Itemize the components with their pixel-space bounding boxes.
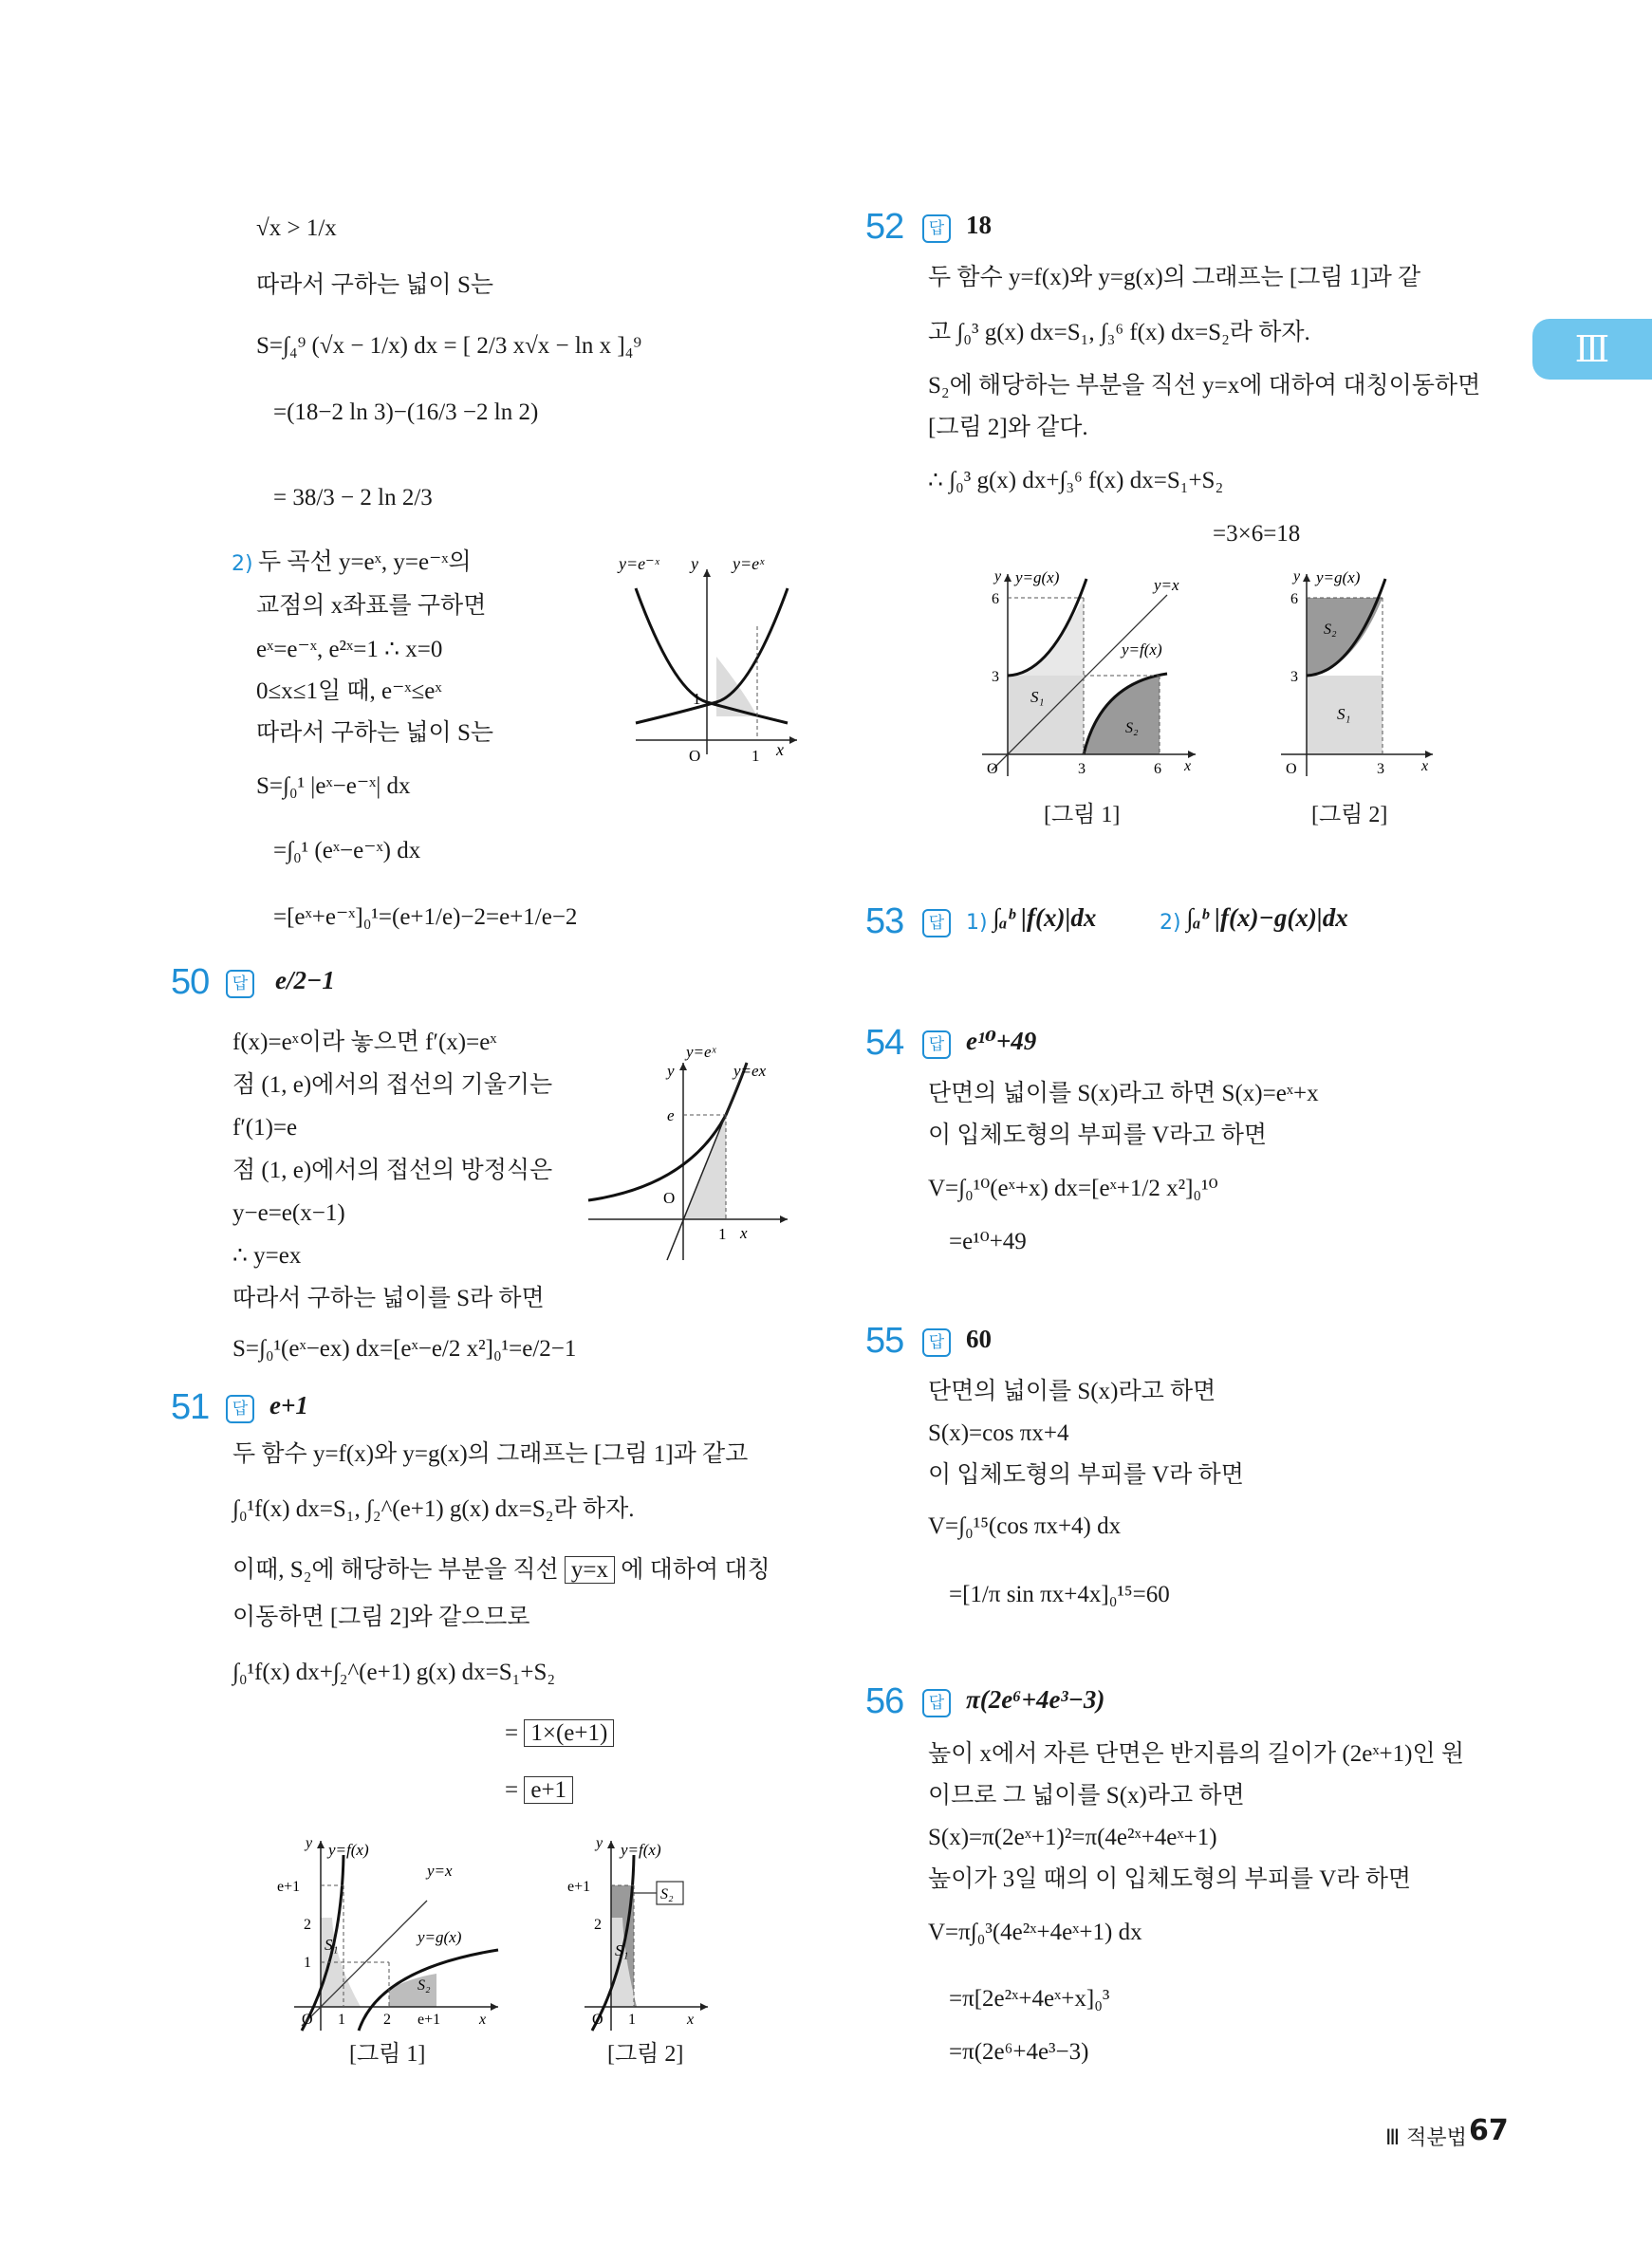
boxed-term: 1×(e+1) bbox=[524, 1719, 614, 1747]
answer-value: 18 bbox=[966, 211, 992, 239]
text-part: 에 대하여 대칭 bbox=[621, 1557, 770, 1583]
text-line: 이 입체도형의 부피를 V라 하면 bbox=[928, 1462, 1244, 1488]
text-line: 이 입체도형의 부피를 V라고 하면 bbox=[928, 1123, 1268, 1148]
label-x-axis: x bbox=[1184, 758, 1192, 774]
answer-badge: 답 bbox=[226, 1395, 254, 1423]
question-number: 54 bbox=[865, 1023, 904, 1063]
equals: = bbox=[505, 1720, 519, 1746]
label-yf: y=f(x) bbox=[621, 1841, 661, 1859]
answer-badge: 답 bbox=[922, 214, 951, 243]
question-number: 52 bbox=[865, 207, 904, 247]
text-line: S₂에 해당하는 부분을 직선 y=x에 대하여 대칭이동하면 bbox=[928, 373, 1481, 399]
question-number: 56 bbox=[865, 1681, 904, 1721]
footer-chapter: Ⅲ 적분법 bbox=[1385, 2126, 1467, 2150]
tangent-graph bbox=[584, 1044, 792, 1262]
text-line: 두 함수 y=f(x)와 y=g(x)의 그래프는 [그림 1]과 같 bbox=[928, 265, 1421, 290]
answer-badge: 답 bbox=[922, 909, 951, 937]
equation-line: S(x)=π(2eˣ+1)²=π(4e²ˣ+4eˣ+1) bbox=[928, 1825, 1217, 1850]
label-yf: y=f(x) bbox=[1122, 640, 1162, 659]
label-s1: S₁ bbox=[325, 1936, 339, 1954]
equation-line: ∴ ∫₀³ g(x) dx+∫₃⁶ f(x) dx=S₁+S₂ bbox=[928, 468, 1224, 493]
part-marker: 1) bbox=[966, 911, 988, 935]
q52-figure-1 bbox=[968, 560, 1215, 788]
label-y-axis: y bbox=[596, 1835, 603, 1851]
equation-line: =π(2e⁶+4e³−3) bbox=[949, 2039, 1089, 2065]
text-line: y−e=e(x−1) bbox=[232, 1200, 345, 1226]
part-marker: 2) bbox=[232, 552, 253, 576]
label-x-three: 3 bbox=[1377, 761, 1384, 777]
label-origin: O bbox=[592, 2012, 603, 2028]
text-line: 교점의 x좌표를 구하면 bbox=[256, 593, 487, 619]
text-line: 0≤x≤1일 때, e⁻ˣ≤eˣ bbox=[256, 678, 442, 704]
exp-curves-graph bbox=[617, 550, 807, 769]
equation-line: V=∫₀¹⁰(eˣ+x) dx=[eˣ+1/2 x²]₀¹⁰ bbox=[928, 1176, 1218, 1201]
chapter-tab: Ⅲ bbox=[1532, 319, 1652, 380]
question-number: 51 bbox=[171, 1387, 210, 1427]
label-three: 3 bbox=[992, 669, 999, 685]
text-line: 점 (1, e)에서의 접선의 기울기는 bbox=[232, 1072, 553, 1098]
text-line: f(x)=eˣ이라 놓으면 f′(x)=eˣ bbox=[232, 1030, 497, 1055]
equation-line: =3×6=18 bbox=[1213, 521, 1301, 547]
label-two: 2 bbox=[594, 1917, 602, 1933]
label-y-axis: y bbox=[1293, 568, 1301, 585]
text-line: 점 (1, e)에서의 접선의 방정식은 bbox=[232, 1158, 553, 1183]
label-s2: S₂ bbox=[1125, 720, 1139, 736]
label-yf: y=f(x) bbox=[328, 1841, 369, 1859]
text-line: 이동하면 [그림 2]와 같으므로 bbox=[232, 1605, 530, 1630]
equation-line: V=π∫₀³(4e²ˣ+4eˣ+1) dx bbox=[928, 1920, 1142, 1945]
equation-line bbox=[505, 1717, 614, 1750]
label-y-axis: y bbox=[994, 568, 1002, 585]
label-six: 6 bbox=[1290, 591, 1298, 607]
answer-value: ∫ₐᵇ |f(x)−g(x)|dx bbox=[1186, 903, 1348, 932]
label-yg: y=g(x) bbox=[1015, 568, 1060, 586]
q51-figure-1 bbox=[275, 1827, 503, 2035]
text-line bbox=[232, 1554, 770, 1587]
text-line: 이므로 그 넓이를 S(x)라고 하면 bbox=[928, 1783, 1245, 1809]
equation-line: =[1/π sin πx+4x]₀¹⁵=60 bbox=[949, 1582, 1170, 1607]
question-number: 55 bbox=[865, 1321, 904, 1361]
label-x-axis: x bbox=[776, 740, 784, 759]
label-e-plus-1: e+1 bbox=[567, 1879, 591, 1895]
label-origin: O bbox=[987, 761, 998, 777]
label-x-axis: x bbox=[1421, 758, 1429, 774]
label-origin: O bbox=[663, 1189, 676, 1207]
text-line: eˣ=e⁻ˣ, e²ˣ=1 ∴ x=0 bbox=[256, 637, 443, 662]
text-line: 두 함수 y=f(x)와 y=g(x)의 그래프는 [그림 1]과 같고 bbox=[232, 1441, 749, 1467]
answer-value: e/2−1 bbox=[275, 966, 335, 994]
answer-value: e+1 bbox=[269, 1391, 308, 1420]
part-marker: 2) bbox=[1160, 911, 1181, 935]
figure-caption: [그림 2] bbox=[1311, 803, 1388, 827]
label-two: 2 bbox=[304, 1917, 311, 1933]
text-line: 단면의 넓이를 S(x)라고 하면 bbox=[928, 1379, 1216, 1404]
text-line: ∴ y=ex bbox=[232, 1243, 302, 1269]
label-x-three: 3 bbox=[1078, 761, 1086, 777]
figure-caption: [그림 1] bbox=[349, 2042, 426, 2067]
answer-badge: 답 bbox=[922, 1689, 951, 1717]
label-x-one: 1 bbox=[628, 2012, 636, 2028]
question-number: 53 bbox=[865, 901, 904, 941]
text-line: 따라서 구하는 넓이 S는 bbox=[256, 272, 494, 298]
label-one: 1 bbox=[304, 1955, 311, 1971]
label-x-two: 2 bbox=[383, 2012, 391, 2028]
label-yx: y=x bbox=[1154, 576, 1179, 594]
label-origin: O bbox=[302, 2012, 313, 2028]
label-six: 6 bbox=[992, 591, 999, 607]
inequality-line: √x > 1/x bbox=[256, 215, 337, 241]
label-three: 3 bbox=[1290, 669, 1298, 685]
label-y-axis: y bbox=[667, 1062, 675, 1080]
q52-figure-2 bbox=[1267, 560, 1438, 788]
label-yg: y=g(x) bbox=[1316, 568, 1361, 586]
text-line: f′(1)=e bbox=[232, 1115, 298, 1141]
label-one: 1 bbox=[693, 690, 701, 708]
equation-line: ∫₀¹f(x) dx=S₁, ∫₂^(e+1) g(x) dx=S₂라 하자. bbox=[232, 1496, 635, 1522]
label-curve: y=eˣ bbox=[686, 1044, 716, 1061]
boxed-term: y=x bbox=[565, 1556, 615, 1584]
figure-caption: [그림 1] bbox=[1044, 803, 1121, 827]
text-part: 이때, S₂에 해당하는 부분을 직선 bbox=[232, 1557, 559, 1583]
text-line: 높이가 3일 때의 이 입체도형의 부피를 V라 하면 bbox=[928, 1866, 1412, 1892]
equation-line bbox=[505, 1774, 573, 1807]
label-x-six: 6 bbox=[1154, 761, 1161, 777]
equation-line: =[eˣ+e⁻ˣ]₀¹=(e+1/e)−2=e+1/e−2 bbox=[273, 904, 578, 930]
label-x-axis: x bbox=[687, 2012, 695, 2028]
equation-line: =e¹⁰+49 bbox=[949, 1229, 1027, 1254]
text-line: 따라서 구하는 넓이를 S라 하면 bbox=[232, 1286, 545, 1311]
equation-line: V=∫₀¹⁵(cos πx+4) dx bbox=[928, 1513, 1122, 1539]
answer-value: π(2e⁶+4e³−3) bbox=[966, 1685, 1105, 1714]
text-line: 따라서 구하는 넓이 S는 bbox=[256, 720, 494, 746]
equation-line: 고 ∫₀³ g(x) dx=S₁, ∫₃⁶ f(x) dx=S₂라 하자. bbox=[928, 320, 1310, 345]
label-y-axis: y bbox=[306, 1835, 313, 1851]
equation-line: =π[2e²ˣ+4eˣ+x]₀³ bbox=[949, 1986, 1110, 2012]
text-line: 높이 x에서 자른 단면은 반지름의 길이가 (2eˣ+1)인 원 bbox=[928, 1741, 1465, 1767]
boxed-term: e+1 bbox=[524, 1776, 573, 1804]
label-s1: S₁ bbox=[1030, 688, 1045, 706]
answer-badge: 답 bbox=[922, 1030, 951, 1059]
figure-caption: [그림 2] bbox=[607, 2042, 684, 2067]
label-x-e1: e+1 bbox=[418, 2012, 441, 2028]
label-y-e-negx: y=e⁻ˣ bbox=[619, 554, 659, 573]
answer-value: e¹⁰+49 bbox=[966, 1027, 1037, 1055]
equation-line: S=∫₀¹ |eˣ−e⁻ˣ| dx bbox=[256, 773, 411, 799]
label-y-axis: y bbox=[691, 554, 698, 573]
answer-value: ∫ₐᵇ |f(x)|dx bbox=[993, 903, 1097, 932]
text-line: [그림 2]와 같다. bbox=[928, 415, 1088, 440]
equation-line: = 38/3 − 2 ln 2/3 bbox=[273, 485, 433, 510]
label-e-plus-1: e+1 bbox=[277, 1879, 301, 1895]
label-x-one: 1 bbox=[752, 747, 760, 765]
label-yg: y=g(x) bbox=[418, 1928, 462, 1946]
label-yx: y=x bbox=[427, 1862, 453, 1880]
equals: = bbox=[505, 1777, 519, 1803]
label-s1: S₁ bbox=[615, 1941, 629, 1959]
equation-line: S=∫₀¹(eˣ−ex) dx=[eˣ−e/2 x²]₀¹=e/2−1 bbox=[232, 1336, 577, 1362]
label-origin: O bbox=[689, 747, 701, 765]
label-s1: S₁ bbox=[1337, 705, 1351, 723]
page-number: 67 bbox=[1469, 2114, 1509, 2147]
equation-line: =(18−2 ln 3)−(16/3 −2 ln 2) bbox=[273, 399, 539, 425]
equation-line: S=∫₄⁹ (√x − 1/x) dx = [ 2/3 x√x − ln x ]₄⁹ bbox=[256, 333, 642, 359]
text-line: 단면의 넓이를 S(x)라고 하면 S(x)=eˣ+x bbox=[928, 1081, 1319, 1106]
label-s2: S₂ bbox=[1324, 622, 1337, 638]
label-tangent: y=ex bbox=[733, 1062, 767, 1080]
equation-line: ∫₀¹f(x) dx+∫₂^(e+1) g(x) dx=S₁+S₂ bbox=[232, 1660, 556, 1685]
label-x-one: 1 bbox=[718, 1225, 727, 1243]
q51-figure-2 bbox=[566, 1827, 717, 2035]
label-s2: S₂ bbox=[660, 1886, 674, 1902]
question-number: 50 bbox=[171, 962, 210, 1002]
equation-line: =∫₀¹ (eˣ−e⁻ˣ) dx bbox=[273, 838, 421, 863]
answer-badge: 답 bbox=[922, 1328, 951, 1357]
label-x-axis: x bbox=[479, 2012, 487, 2028]
label-x-one: 1 bbox=[338, 2012, 345, 2028]
equation-line: S(x)=cos πx+4 bbox=[928, 1420, 1069, 1446]
answer-value: 60 bbox=[966, 1325, 992, 1353]
label-e: e bbox=[667, 1106, 675, 1124]
label-origin: O bbox=[1286, 761, 1297, 777]
text-line: 두 곡선 y=eˣ, y=e⁻ˣ의 bbox=[258, 549, 472, 575]
label-s2: S₂ bbox=[418, 1977, 431, 1994]
answer-badge: 답 bbox=[226, 970, 254, 998]
label-x-axis: x bbox=[740, 1224, 748, 1242]
label-y-e-x: y=eˣ bbox=[733, 554, 765, 573]
